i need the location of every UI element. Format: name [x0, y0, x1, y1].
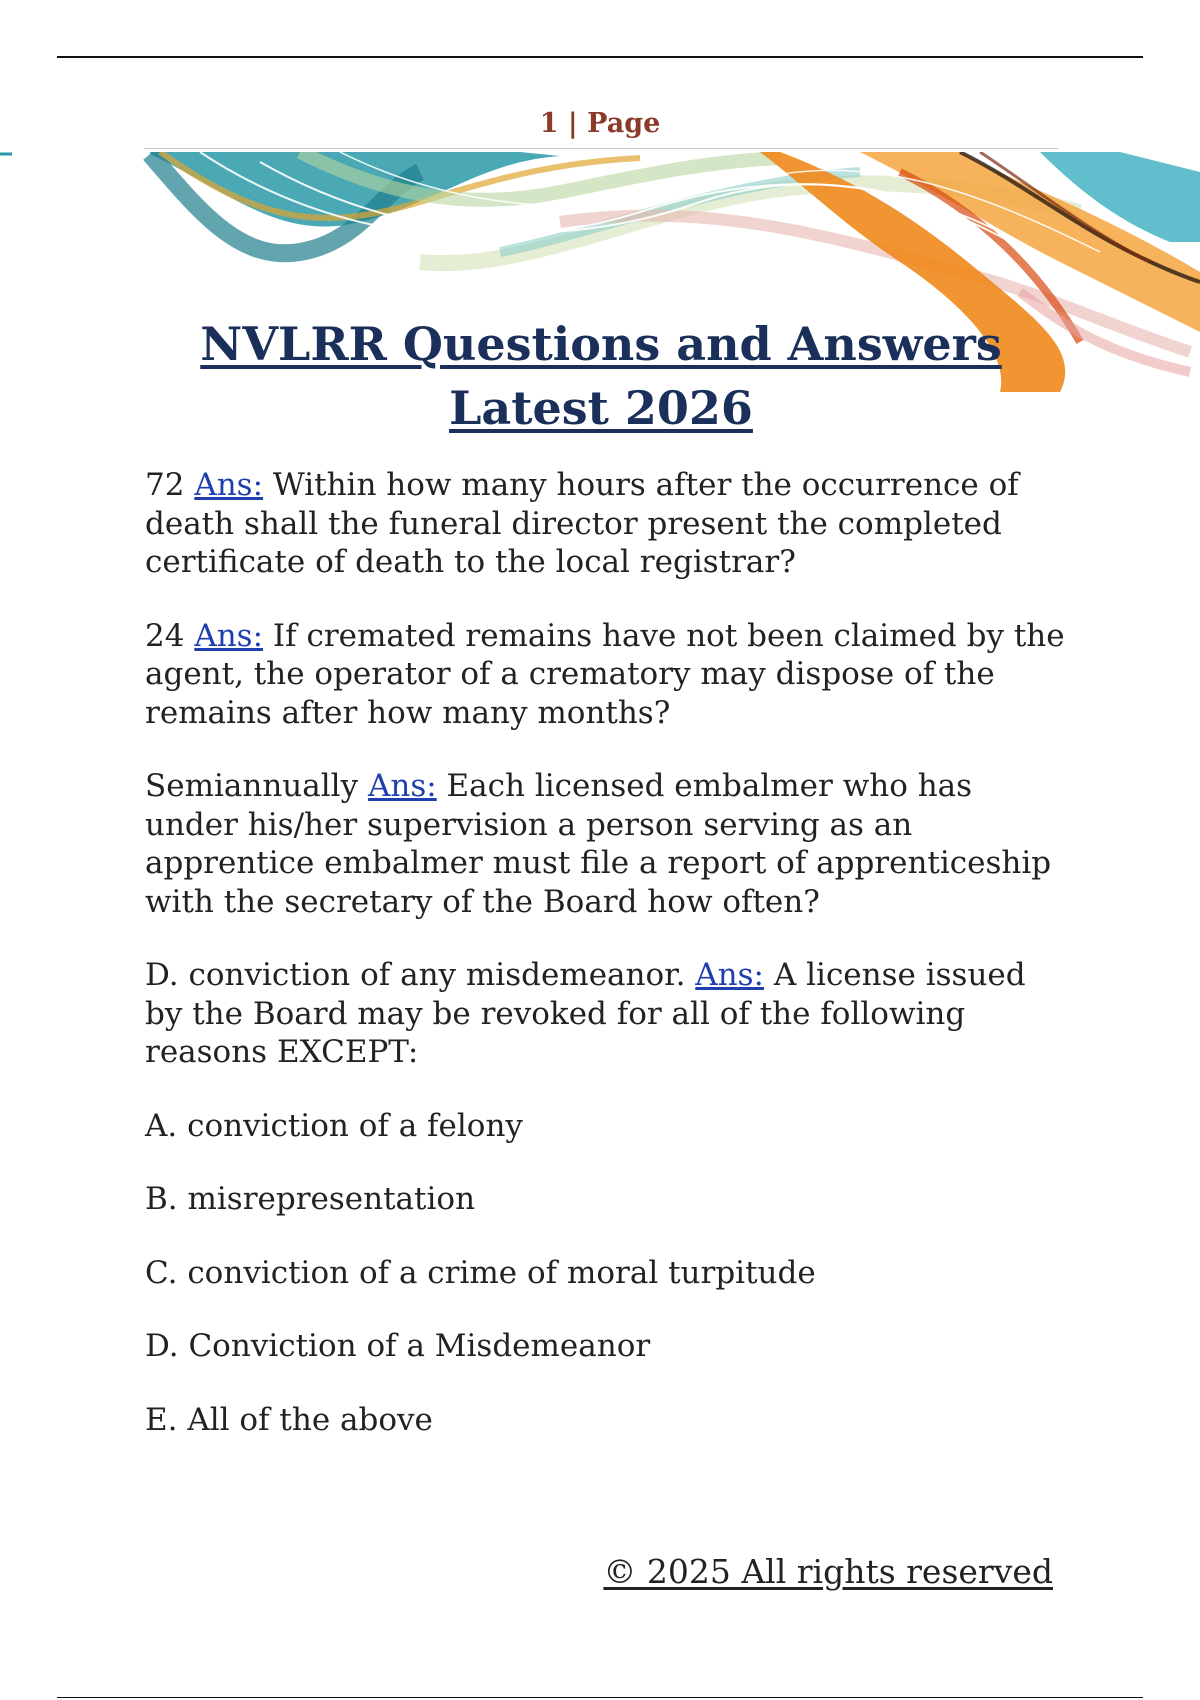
- qa-entry: [145, 767, 1065, 921]
- answer-text: 72: [145, 467, 185, 503]
- qa-content: [145, 466, 1065, 1474]
- ans-link[interactable]: Ans:: [367, 768, 437, 804]
- top-rule: [57, 56, 1143, 58]
- option-e: E. All of the above: [145, 1401, 433, 1438]
- qa-entry: [145, 466, 1065, 582]
- copyright-footer: © 2025 All rights reserved: [603, 1552, 1053, 1591]
- qa-entry: [145, 956, 1065, 1072]
- document-title: NVLRR Questions and Answers Latest 2026: [200, 317, 1002, 435]
- ans-link[interactable]: Ans:: [194, 617, 264, 654]
- answer-text: 24: [145, 617, 185, 654]
- option-a: A. conviction of a felony: [145, 1107, 523, 1144]
- ans-link[interactable]: Ans:: [695, 957, 765, 993]
- option-c: C. conviction of a crime of moral turpitude: [145, 1254, 816, 1291]
- option-b: B. misrepresentation: [145, 1181, 476, 1217]
- qa-entry: [145, 617, 1065, 733]
- ans-link[interactable]: Ans:: [194, 467, 264, 503]
- answer-text: Semiannually: [145, 768, 359, 804]
- question-text: Each licensed embalmer who has under his/her supervision a person serving as an apprentice embalmer must file a report of apprenticeship with the secretary of the Board how often?: [145, 768, 1052, 920]
- question-text: A license issued by the Board may be revoked for all of the following reasons EXCEPT:: [145, 957, 1026, 1070]
- page-number-header: 1 | Page: [539, 108, 661, 139]
- option-d: D. Conviction of a Misdemeanor: [145, 1328, 651, 1364]
- answer-text: D. conviction of any misdemeanor.: [145, 957, 686, 993]
- question-text: If cremated remains have not been claimed by the agent, the operator of a crematory may dispose of the remains after how many months?: [145, 617, 1065, 731]
- header-divider: [144, 148, 1058, 149]
- question-text: Within how many hours after the occurrence of death shall the funeral director present the completed certificate of death to the local registrar?: [145, 467, 1019, 580]
- bottom-rule: [57, 1697, 1143, 1698]
